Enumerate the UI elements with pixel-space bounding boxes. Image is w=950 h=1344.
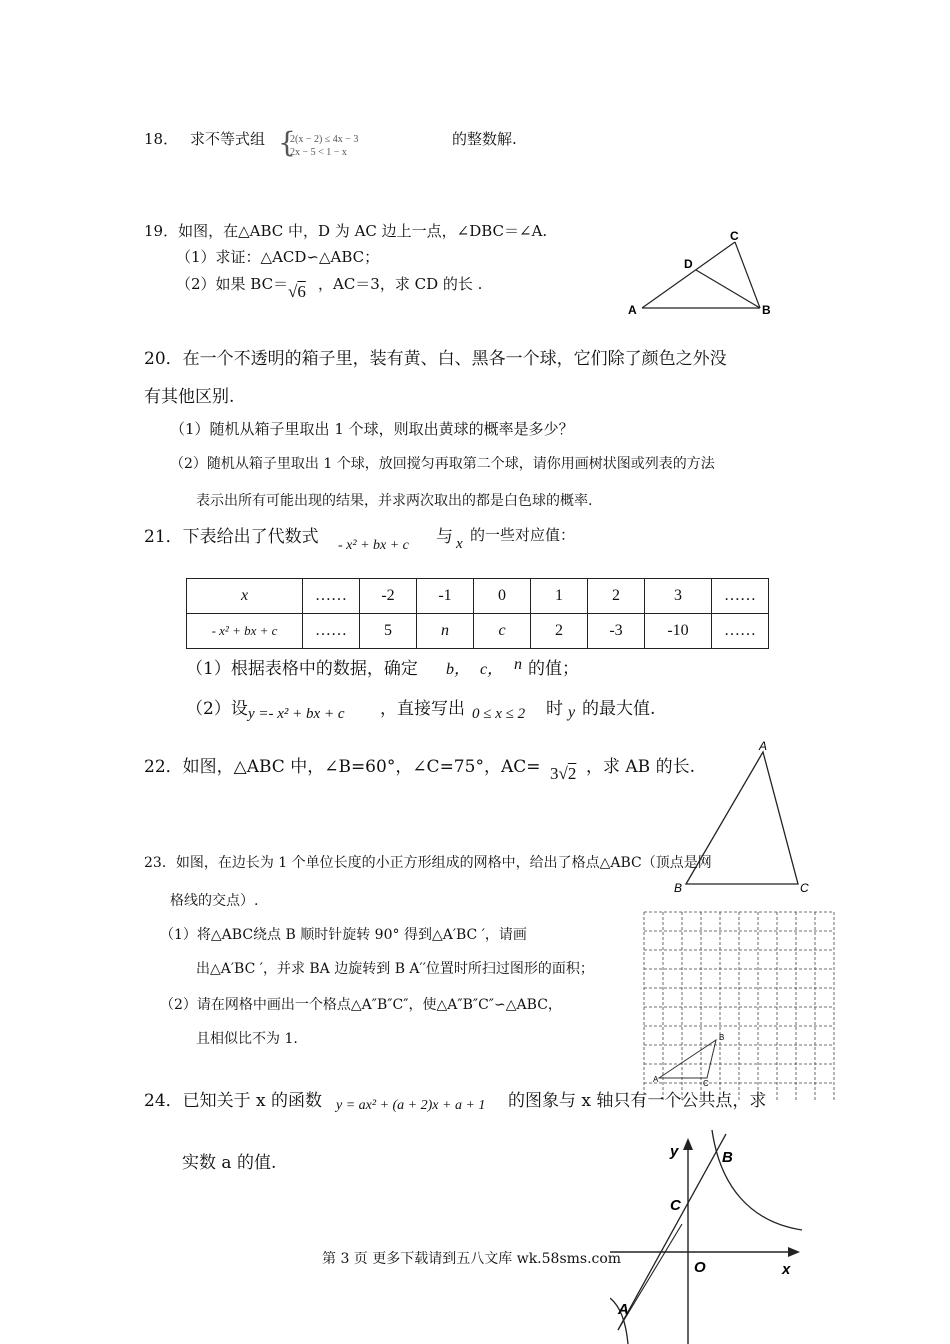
q19-part2-a: （2）如果 BC＝ — [176, 275, 289, 293]
q23-dashed-grid — [644, 912, 834, 1100]
q23-part1-b: 出△A′BC ′，并求 BA 边旋转到 B A′′位置时所扫过图形的面积； — [196, 961, 594, 977]
q21-part2-range: 0 ≤ x ≤ 2 — [472, 706, 526, 722]
q21-value-table — [186, 578, 769, 649]
q24-expression: y = ax² + (a + 2)x + a + 1 — [336, 1098, 486, 1113]
q20-part1: （1）随机从箱子里取出 1 个球，则取出黄球的概率是多少？ — [170, 420, 574, 438]
q24-line2: 实数 a 的值. — [182, 1153, 277, 1173]
q22-tail: ，求 AB 的长. — [586, 757, 695, 777]
table-cell: -10 — [645, 614, 712, 649]
q23-line1: 23．如图，在边长为 1 个单位长度的小正方形组成的网格中，给出了格点△ABC（顶点是网 — [144, 855, 712, 871]
q20-part2-b: 表示出所有可能出现的结果，并求两次取出的都是白色球的概率. — [196, 493, 593, 509]
table-cell: -3 — [588, 614, 645, 649]
table-cell: …… — [712, 579, 769, 614]
q18-number: 18． — [144, 130, 179, 148]
q22-triangle-figure — [670, 738, 820, 898]
q19-triangle-figure — [620, 222, 780, 322]
q23-label-c: C — [703, 1079, 709, 1088]
q23-part2-a: （2）请在网格中画出一个格点△A″B″C″，使△A″B″C″∽△ABC， — [160, 997, 562, 1013]
q21-var-x: x — [456, 536, 463, 552]
q21-lead: 21．下表给出了代数式 — [144, 527, 319, 547]
q21-part2-expr: y =- x² + bx + c — [248, 706, 345, 722]
q19-sqrt-radicand: 6 — [297, 282, 306, 301]
q24-label-y: y — [670, 1143, 679, 1160]
q23-grid-figure — [640, 908, 836, 1100]
q23-label-b: B — [719, 1033, 725, 1042]
table-row — [187, 579, 769, 614]
table-cell: 3 — [645, 579, 712, 614]
q19-part2-b: ，AC＝3，求 CD 的长 . — [318, 275, 483, 293]
q24-tail: 的图象与 x 轴只有一个公共点，求 — [508, 1091, 767, 1111]
q19-sqrt: √6 — [288, 282, 306, 301]
q22-label-c: C — [800, 881, 809, 895]
table-cell: 2 — [531, 614, 588, 649]
q19-part1: （1）求证：△ACD∽△ABC； — [176, 248, 380, 266]
q21-mid: 与 — [436, 527, 453, 547]
table-cell: - x² + bx + c — [187, 614, 303, 649]
q23-triangle-abc — [659, 1040, 716, 1078]
q24-label-b: B — [722, 1149, 733, 1166]
q22-label-b: B — [674, 881, 683, 895]
q18-ineq-2: 2x − 5 < 1 − x — [290, 147, 347, 158]
table-cell: x — [187, 579, 303, 614]
table-cell: …… — [303, 614, 360, 649]
q22-radicand: 2 — [567, 764, 577, 783]
q21-part2-y: y — [568, 704, 576, 721]
page-footer: 第 3 页 更多下载请到五八文库 wk.58sms.com — [322, 1251, 622, 1267]
table-cell: 5 — [360, 614, 417, 649]
q20-part2-a: （2）随机从箱子里取出 1 个球，放回搅匀再取第二个球，请你用画树状图或列表的方法 — [170, 456, 715, 472]
q18-tail: 的整数解. — [452, 130, 517, 148]
table-cell: c — [474, 614, 531, 649]
q22-label-a: A — [759, 739, 768, 753]
q21-part2-b: ，直接写出 — [380, 699, 465, 719]
q19-intro: 19．如图，在△ABC 中，D 为 AC 边上一点，∠DBC＝∠A. — [144, 222, 548, 240]
q19-label-a: A — [628, 303, 637, 317]
q21-part2-c: 时 — [546, 699, 563, 719]
table-cell: …… — [303, 579, 360, 614]
q21-part2-a: （2）设 — [186, 699, 248, 719]
q22-lead: 22．如图，△ABC 中，∠B=60°，∠C=75°，AC= — [144, 757, 541, 777]
q23-part2-b: 且相似比不为 1. — [196, 1031, 298, 1047]
q23-part1-a: （1）将△ABC绕点 B 顺时针旋转 90° 得到△A′BC ′，请画 — [160, 927, 527, 943]
q20-line2: 有其他区别. — [144, 387, 235, 407]
table-cell: n — [417, 614, 474, 649]
q24-line-ab — [618, 1134, 726, 1330]
q22-radical: 3√2 — [550, 764, 577, 783]
table-row — [187, 614, 769, 649]
q24-curve-upper — [712, 1130, 802, 1230]
q21-part1-b: b， — [446, 661, 471, 678]
table-cell: 1 — [531, 579, 588, 614]
q21-part1-e: 的值； — [528, 659, 579, 679]
q24-lead: 24．已知关于 x 的函数 — [144, 1091, 323, 1111]
q21-part2-d: 的最大值. — [582, 699, 656, 719]
q19-label-c: C — [730, 229, 739, 243]
q23-line2: 格线的交点）. — [170, 893, 259, 909]
q23-label-a: A — [653, 1075, 659, 1084]
q22-coefficient: 3 — [550, 764, 559, 783]
q18-ineq-1: 2(x − 2) ≤ 4x − 3 — [290, 134, 359, 145]
q21-expression: - x² + bx + c — [338, 538, 409, 553]
table-cell: -1 — [417, 579, 474, 614]
q24-label-a: A — [618, 1301, 629, 1318]
q21-tail: 的一些对应值： — [470, 526, 576, 544]
table-cell: …… — [712, 614, 769, 649]
q19-segment-db — [696, 270, 760, 308]
q21-part1-c: c， — [480, 661, 504, 678]
q18-lead: 求不等式组 — [190, 130, 266, 148]
q19-label-b: B — [762, 303, 771, 317]
q19-label-d: D — [684, 257, 693, 271]
q24-x-arrow-icon — [788, 1247, 800, 1257]
table-cell: 0 — [474, 579, 531, 614]
q24-y-arrow-icon — [683, 1138, 693, 1150]
table-cell: 2 — [588, 579, 645, 614]
q24-label-x: x — [782, 1261, 791, 1278]
q19-side-ac — [642, 242, 735, 308]
table-cell: -2 — [360, 579, 417, 614]
q21-part1-n: n — [514, 656, 522, 673]
q20-line1: 20．在一个不透明的箱子里，装有黄、白、黑各一个球，它们除了颜色之外没 — [144, 349, 727, 369]
q18-brace: { — [278, 126, 296, 159]
q24-label-c: C — [670, 1197, 681, 1214]
q19-side-cb — [735, 242, 760, 308]
q24-graph-figure — [610, 1126, 810, 1344]
q21-part1-a: （1）根据表格中的数据，确定 — [186, 659, 418, 679]
q24-label-o: O — [694, 1259, 706, 1276]
